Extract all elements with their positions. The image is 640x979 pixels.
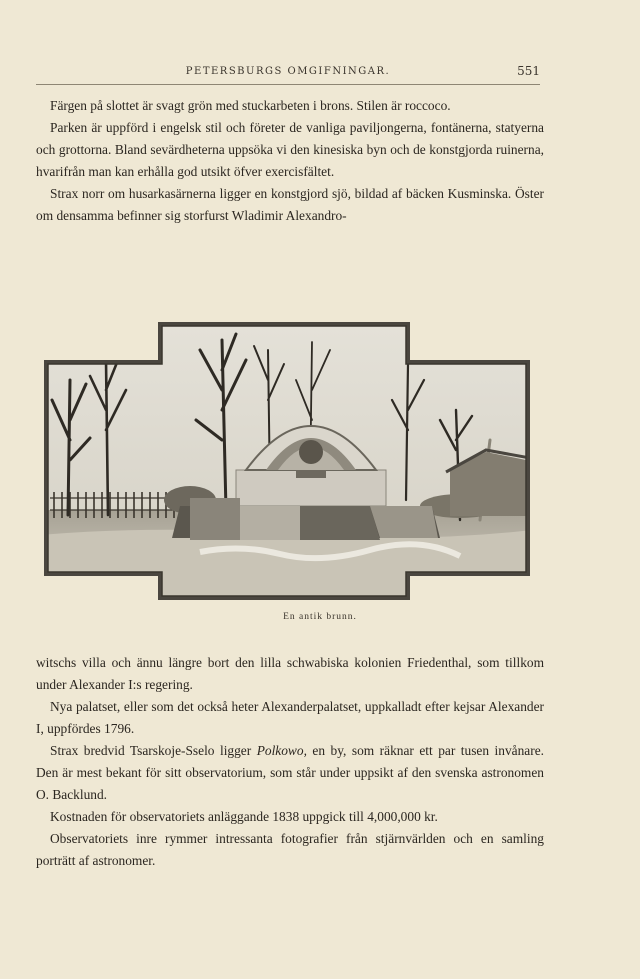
text-span: en by, som räknar ett par tusen invånare. Den är mest bekant för sitt observatorium, som står under uppsikt af den svenska astronomen O. Backlund.: [36, 743, 545, 802]
place-name-italic: Polkowo,: [256, 743, 307, 758]
paragraph: [36, 740, 544, 806]
bottom-text-block: [36, 652, 544, 872]
running-head: [36, 64, 540, 85]
paragraph: witschs villa och ännu längre bort den lilla schwabiska kolonien Friedenthal, som tillkom under Alexander I:s regering.: [36, 655, 544, 692]
paragraph: Strax norr om husarkasärnerna ligger en konstgjord sjö, bildad af bäcken Kusminska. Öster om densamma befinner sig storfurst Wladimir Alexandro-: [36, 186, 544, 223]
paragraph: Kostnaden för observatoriets anläggande 1838 uppgick till 4,000,000 kr.: [50, 809, 438, 824]
paragraph: Färgen på slottet är svagt grön med stuckarbeten i brons. Stilen är roccoco.: [50, 98, 451, 113]
page-number: 551: [517, 64, 540, 78]
paragraph: Observatoriets inre rymmer intressanta fotografier från stjärnvärlden och en samling porträtt af astronomer.: [36, 831, 544, 868]
running-title: PETERSBURGS OMGIFNINGAR.: [185, 66, 391, 77]
top-text-block: [36, 95, 544, 227]
fountain-photograph: [40, 320, 532, 602]
paragraph: Nya palatset, eller som det också heter Alexanderpalatset, uppkalladt efter kejsar Alexander I, uppfördes 1796.: [36, 699, 544, 736]
text-span: Strax bredvid Tsarskoje-Sselo ligger: [50, 743, 257, 758]
paragraph: Parken är uppförd i engelsk stil och företer de vanliga paviljongerna, fontänerna, statyerna och grottorna. Bland sevärdheterna uppsöka vi den kinesiska byn och de konstgjorda ruinerna, hvarifrån man kan erhålla god utsikt öfver exercisfältet.: [36, 120, 544, 179]
figure-caption: En antik brunn.: [283, 612, 357, 622]
